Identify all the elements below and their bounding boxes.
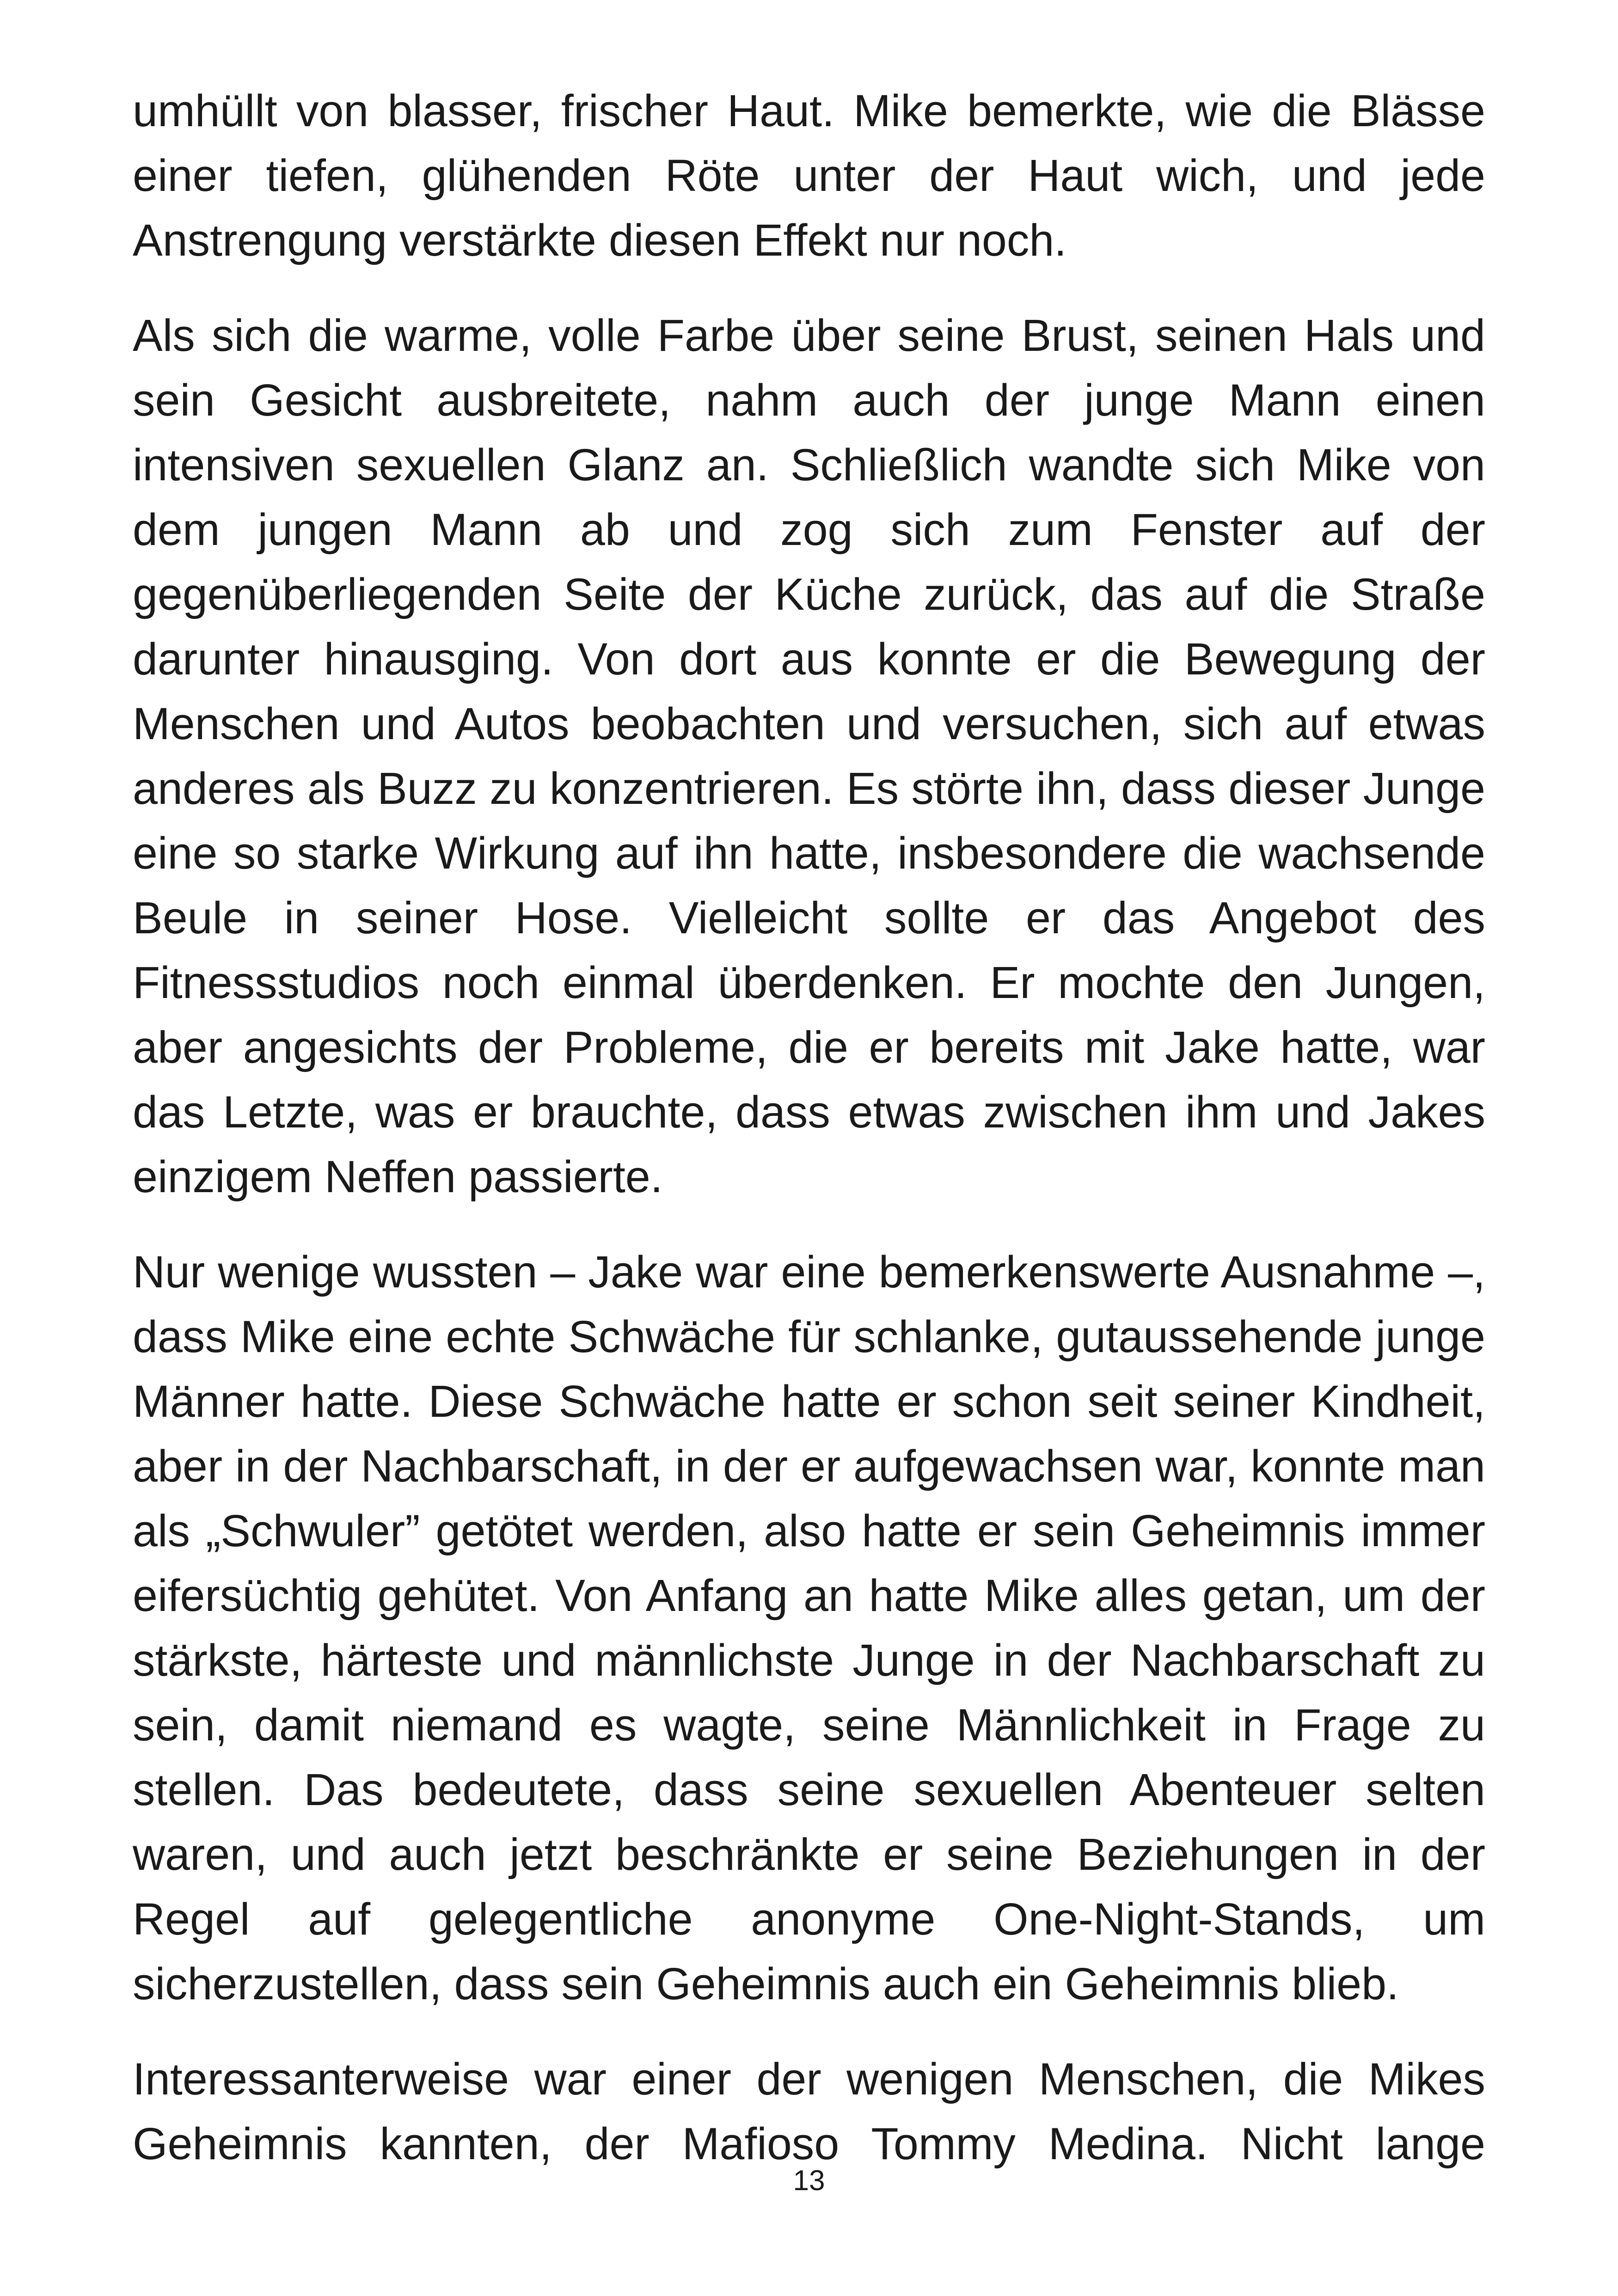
paragraph-2: Als sich die warme, volle Farbe über seine Brust, seinen Hals und sein Gesicht ausbreitete, nahm auch der junge Mann einen intensiven sexuellen Glanz an. Schließlich wandte sich Mike von dem jungen Mann ab und zog sich zum Fenster auf der gegenüberliegenden Seite der Küche zurück, das auf die Straße darunter hinausging. Von dort aus konnte er die Bewegung der Menschen und Autos beobachten und versuchen, sich auf etwas anderes als Buzz zu konzentrieren. Es störte ihn, dass dieser Junge eine so starke Wirkung auf ihn hatte, insbesondere die wachsende Beule in seiner Hose. Vielleicht sollte er das Angebot des Fitnessstudios noch einmal überdenken. Er mochte den Jungen, aber angesichts der Probleme, die er bereits mit Jake hatte, war das Letzte, was er brauchte, dass etwas zwischen ihm und Jakes einzigem Neffen passierte. [133, 310, 1485, 1202]
page-number: 13 [793, 2165, 825, 2197]
paragraph-4: Interessanterweise war einer der wenigen Menschen, die Mikes Geheimnis kannten, der Mafioso Tommy Medina. Nicht lange [133, 2054, 1485, 2169]
paragraph-1: umhüllt von blasser, frischer Haut. Mike bemerkte, wie die Blässe einer tiefen, glühenden Röte unter der Haut wich, und jede Anstrengung verstärkte diesen Effekt nur noch. [133, 86, 1485, 265]
body-text [133, 79, 1485, 2176]
paragraph-3: Nur wenige wussten – Jake war eine bemerkenswerte Ausnahme –, dass Mike eine echte Schwäche für schlanke, gutaussehende junge Männer hatte. Diese Schwäche hatte er schon seit seiner Kindheit, aber in der Nachbarschaft, in der er aufgewachsen war, konnte man als „Schwuler” getötet werden, also hatte er sein Geheimnis immer eifersüchtig gehütet. Von Anfang an hatte Mike alles getan, um der stärkste, härteste und männlichste Junge in der Nachbarschaft zu sein, damit niemand es wagte, seine Männlichkeit in Frage zu stellen. Das bedeutete, dass seine sexuellen Abenteuer selten waren, und auch jetzt beschränkte er seine Beziehungen in der Regel auf gelegentliche anonyme One-Night-Stands, um sicherzustellen, dass sein Geheimnis auch ein Geheimnis blieb. [133, 1247, 1485, 2009]
